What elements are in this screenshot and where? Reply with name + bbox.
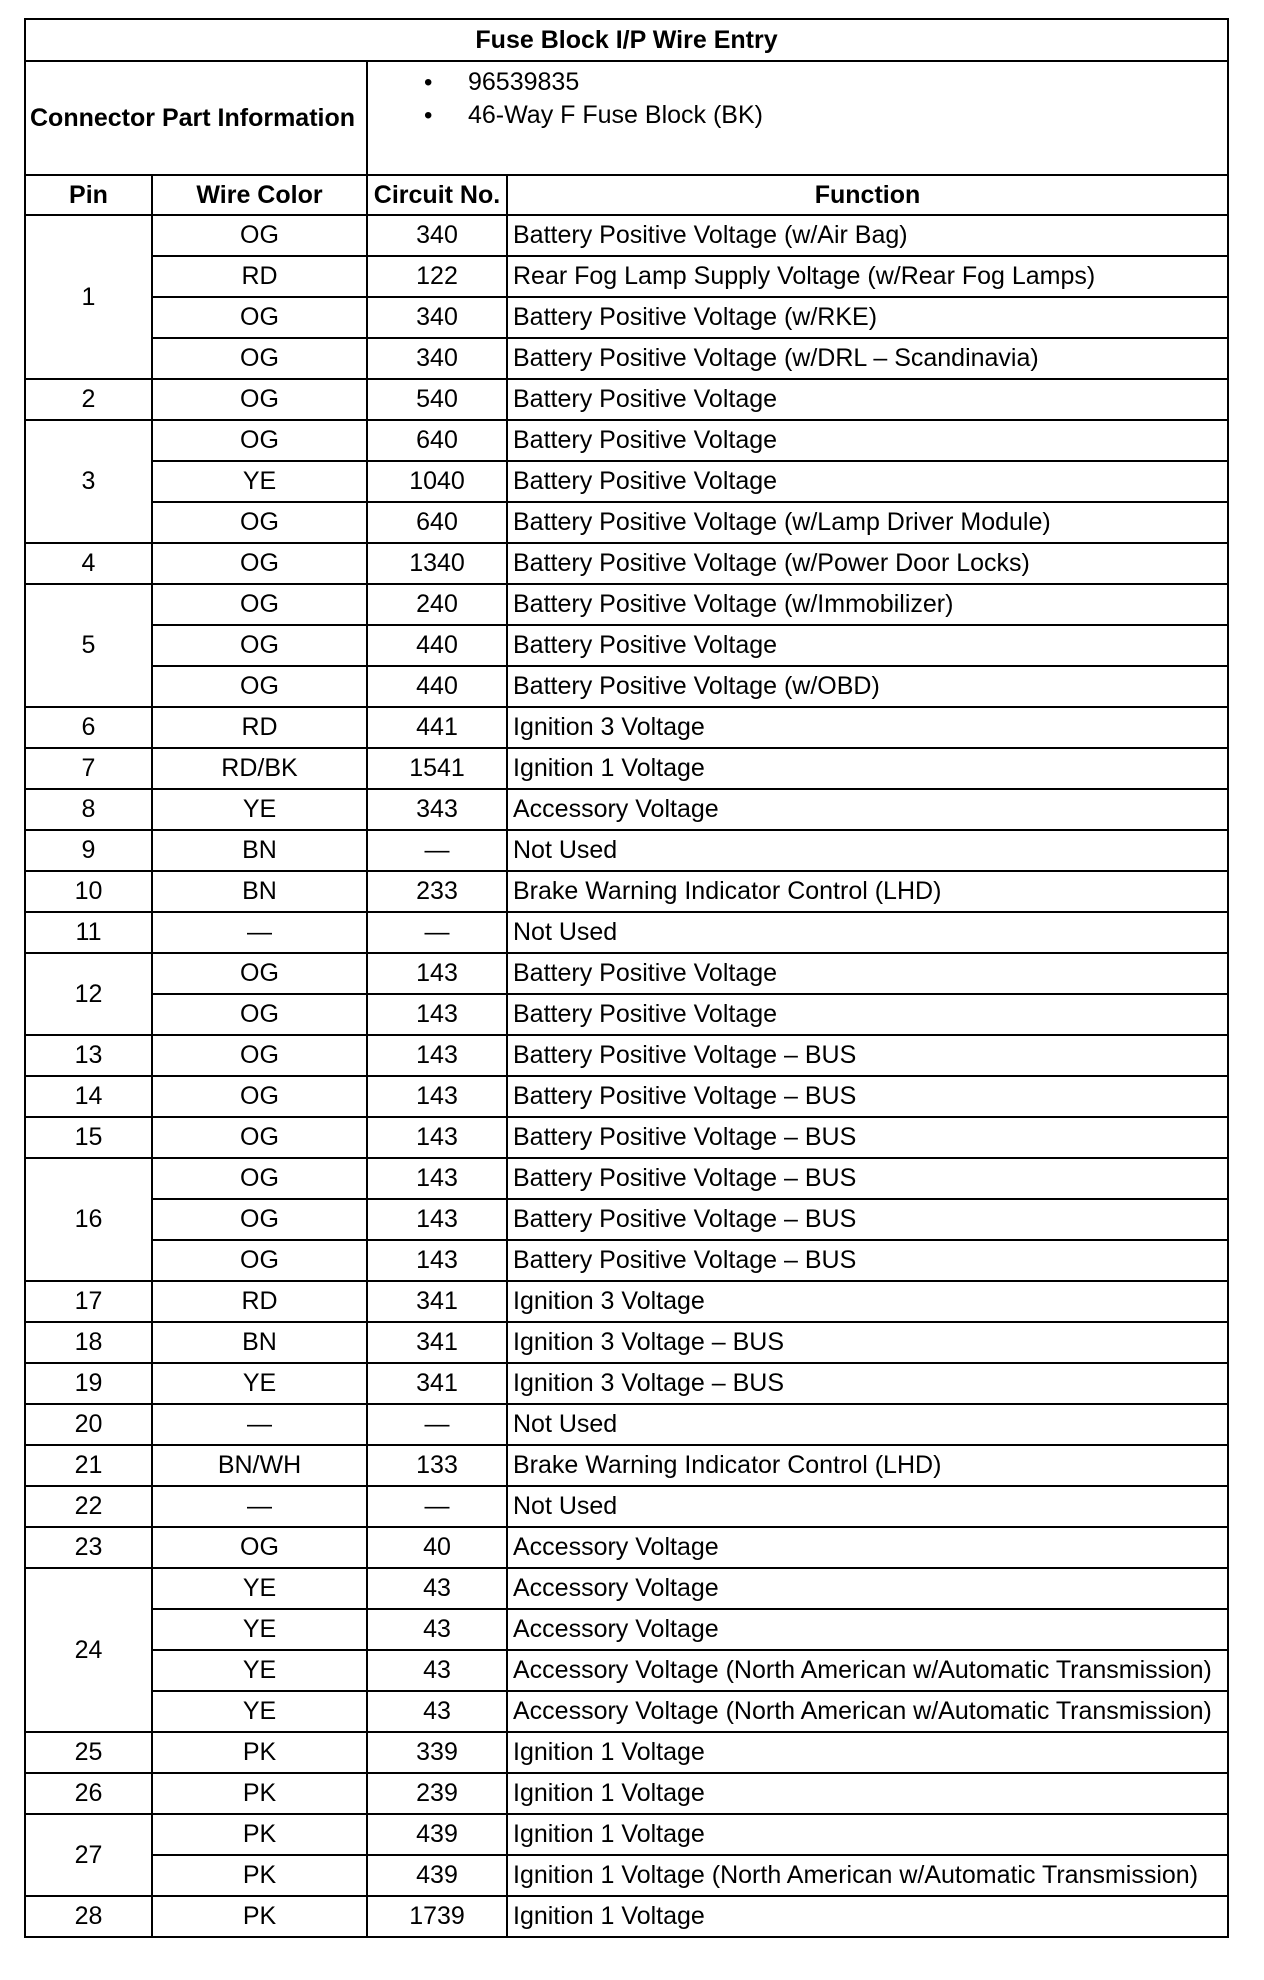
pin-number: 21 — [25, 1445, 152, 1486]
circuit-number: 43 — [367, 1650, 507, 1691]
pin-number: 5 — [25, 584, 152, 707]
wire-color: OG — [152, 625, 367, 666]
circuit-number: 143 — [367, 1240, 507, 1281]
circuit-number: 441 — [367, 707, 507, 748]
function-text: Accessory Voltage (North American w/Automatic Transmission) — [507, 1691, 1228, 1732]
table-row — [25, 1117, 1228, 1158]
circuit-number: 341 — [367, 1281, 507, 1322]
wire-color: RD — [152, 1281, 367, 1322]
pin-number: 11 — [25, 912, 152, 953]
function-text: Accessory Voltage — [507, 789, 1228, 830]
circuit-number: 1040 — [367, 461, 507, 502]
pin-number: 7 — [25, 748, 152, 789]
pin-number: 24 — [25, 1568, 152, 1732]
wire-color: OG — [152, 1035, 367, 1076]
circuit-number: 540 — [367, 379, 507, 420]
wire-color: YE — [152, 1691, 367, 1732]
circuit-number: 340 — [367, 297, 507, 338]
wire-color: BN — [152, 1322, 367, 1363]
function-text: Battery Positive Voltage – BUS — [507, 1158, 1228, 1199]
pin-number: 15 — [25, 1117, 152, 1158]
table-row — [25, 1076, 1228, 1117]
wire-color: OG — [152, 666, 367, 707]
circuit-number: 233 — [367, 871, 507, 912]
table-row — [25, 789, 1228, 830]
circuit-number: 143 — [367, 1158, 507, 1199]
function-text: Not Used — [507, 1486, 1228, 1527]
wire-color: OG — [152, 953, 367, 994]
function-text: Accessory Voltage (North American w/Automatic Transmission) — [507, 1650, 1228, 1691]
function-text: Not Used — [507, 912, 1228, 953]
pin-number: 9 — [25, 830, 152, 871]
table-row — [25, 830, 1228, 871]
pin-number: 17 — [25, 1281, 152, 1322]
table-row — [25, 461, 1228, 502]
table-row — [25, 1363, 1228, 1404]
table-row — [25, 379, 1228, 420]
table-row — [25, 1855, 1228, 1896]
table-row — [25, 1240, 1228, 1281]
circuit-number: 143 — [367, 1076, 507, 1117]
function-text: Battery Positive Voltage – BUS — [507, 1035, 1228, 1076]
function-text: Ignition 1 Voltage (North American w/Automatic Transmission) — [507, 1855, 1228, 1896]
function-text: Battery Positive Voltage — [507, 461, 1228, 502]
function-text: Battery Positive Voltage — [507, 625, 1228, 666]
circuit-number: 1541 — [367, 748, 507, 789]
table-row — [25, 1609, 1228, 1650]
function-text: Accessory Voltage — [507, 1527, 1228, 1568]
function-text: Ignition 1 Voltage — [507, 1773, 1228, 1814]
table-row — [25, 1691, 1228, 1732]
function-text: Ignition 3 Voltage – BUS — [507, 1322, 1228, 1363]
pin-number: 25 — [25, 1732, 152, 1773]
function-text: Ignition 3 Voltage – BUS — [507, 1363, 1228, 1404]
table-row — [25, 1773, 1228, 1814]
circuit-number: 341 — [367, 1363, 507, 1404]
wire-color: OG — [152, 215, 367, 256]
wire-color: OG — [152, 1240, 367, 1281]
table-title: Fuse Block I/P Wire Entry — [25, 19, 1228, 61]
circuit-number: 133 — [367, 1445, 507, 1486]
circuit-number: 143 — [367, 1035, 507, 1076]
table-row — [25, 420, 1228, 461]
function-text: Battery Positive Voltage – BUS — [507, 1117, 1228, 1158]
wire-color: YE — [152, 1609, 367, 1650]
wire-color: PK — [152, 1855, 367, 1896]
pin-number: 13 — [25, 1035, 152, 1076]
wire-color: PK — [152, 1773, 367, 1814]
table-row — [25, 912, 1228, 953]
circuit-number: 343 — [367, 789, 507, 830]
function-text: Ignition 1 Voltage — [507, 748, 1228, 789]
pin-number: 23 — [25, 1527, 152, 1568]
circuit-number: — — [367, 1486, 507, 1527]
pin-number: 28 — [25, 1896, 152, 1937]
circuit-number: 43 — [367, 1568, 507, 1609]
column-header-wire-color: Wire Color — [152, 175, 367, 215]
circuit-number: 440 — [367, 666, 507, 707]
wire-color: YE — [152, 461, 367, 502]
wire-color: YE — [152, 1363, 367, 1404]
column-header-row — [25, 175, 1228, 215]
circuit-number: 239 — [367, 1773, 507, 1814]
function-text: Not Used — [507, 1404, 1228, 1445]
table-row — [25, 625, 1228, 666]
circuit-number: 640 — [367, 420, 507, 461]
table-row — [25, 297, 1228, 338]
pin-number: 3 — [25, 420, 152, 543]
wire-color: OG — [152, 584, 367, 625]
wire-color: YE — [152, 1568, 367, 1609]
function-text: Battery Positive Voltage (w/OBD) — [507, 666, 1228, 707]
connector-info-row — [25, 61, 1228, 175]
function-text: Rear Fog Lamp Supply Voltage (w/Rear Fog Lamps) — [507, 256, 1228, 297]
table-row — [25, 666, 1228, 707]
table-row — [25, 1527, 1228, 1568]
table-row — [25, 1445, 1228, 1486]
wire-color: OG — [152, 338, 367, 379]
function-text: Ignition 1 Voltage — [507, 1896, 1228, 1937]
circuit-number: 1739 — [367, 1896, 507, 1937]
circuit-number: 341 — [367, 1322, 507, 1363]
connector-info-list — [367, 61, 1228, 175]
circuit-number: — — [367, 1404, 507, 1445]
table-row — [25, 338, 1228, 379]
column-header-circuit: Circuit No. — [367, 175, 507, 215]
circuit-number: 143 — [367, 1117, 507, 1158]
table-row — [25, 953, 1228, 994]
table-row — [25, 1281, 1228, 1322]
wire-color: OG — [152, 1199, 367, 1240]
circuit-number: 439 — [367, 1814, 507, 1855]
function-text: Battery Positive Voltage – BUS — [507, 1076, 1228, 1117]
pin-number: 12 — [25, 953, 152, 1035]
wire-color: OG — [152, 379, 367, 420]
pin-number: 16 — [25, 1158, 152, 1281]
table-row — [25, 1404, 1228, 1445]
pin-rows — [25, 215, 1228, 1937]
function-text: Battery Positive Voltage – BUS — [507, 1199, 1228, 1240]
circuit-number: — — [367, 830, 507, 871]
pin-number: 22 — [25, 1486, 152, 1527]
circuit-number: 143 — [367, 1199, 507, 1240]
pin-number: 4 — [25, 543, 152, 584]
wire-color: OG — [152, 420, 367, 461]
function-text: Battery Positive Voltage (w/Air Bag) — [507, 215, 1228, 256]
connector-description: • 46-Way F Fuse Block (BK) — [424, 99, 1227, 132]
table-row — [25, 994, 1228, 1035]
wire-color: — — [152, 1404, 367, 1445]
pin-number: 27 — [25, 1814, 152, 1896]
table-row — [25, 584, 1228, 625]
function-text: Battery Positive Voltage (w/Immobilizer) — [507, 584, 1228, 625]
wire-color: RD/BK — [152, 748, 367, 789]
table-row — [25, 1732, 1228, 1773]
circuit-number: 440 — [367, 625, 507, 666]
circuit-number: 340 — [367, 338, 507, 379]
wire-color: YE — [152, 1650, 367, 1691]
function-text: Not Used — [507, 830, 1228, 871]
function-text: Brake Warning Indicator Control (LHD) — [507, 871, 1228, 912]
function-text: Battery Positive Voltage — [507, 953, 1228, 994]
wire-color: RD — [152, 256, 367, 297]
pin-number: 8 — [25, 789, 152, 830]
table-row — [25, 1035, 1228, 1076]
function-text: Battery Positive Voltage (w/DRL – Scandinavia) — [507, 338, 1228, 379]
table-row — [25, 1814, 1228, 1855]
table-row — [25, 215, 1228, 256]
circuit-number: 439 — [367, 1855, 507, 1896]
wire-color: OG — [152, 1117, 367, 1158]
table-row — [25, 1486, 1228, 1527]
circuit-number: 640 — [367, 502, 507, 543]
function-text: Ignition 1 Voltage — [507, 1732, 1228, 1773]
function-text: Battery Positive Voltage (w/RKE) — [507, 297, 1228, 338]
table-row — [25, 707, 1228, 748]
circuit-number: 143 — [367, 953, 507, 994]
wire-color: OG — [152, 1158, 367, 1199]
wire-color: — — [152, 912, 367, 953]
pin-number: 18 — [25, 1322, 152, 1363]
wire-color: OG — [152, 297, 367, 338]
function-text: Battery Positive Voltage (w/Lamp Driver Module) — [507, 502, 1228, 543]
pin-number: 19 — [25, 1363, 152, 1404]
pin-number: 14 — [25, 1076, 152, 1117]
table-row — [25, 1158, 1228, 1199]
circuit-number: 43 — [367, 1691, 507, 1732]
title-row — [25, 19, 1228, 61]
wire-color: BN — [152, 871, 367, 912]
wire-color: OG — [152, 994, 367, 1035]
circuit-number: 240 — [367, 584, 507, 625]
circuit-number: 43 — [367, 1609, 507, 1650]
table-row — [25, 1650, 1228, 1691]
wire-color: OG — [152, 543, 367, 584]
wire-color: OG — [152, 1076, 367, 1117]
table-row — [25, 543, 1228, 584]
table-row — [25, 871, 1228, 912]
table-row — [25, 1896, 1228, 1937]
pin-number: 2 — [25, 379, 152, 420]
function-text: Battery Positive Voltage — [507, 379, 1228, 420]
circuit-number: — — [367, 912, 507, 953]
circuit-number: 40 — [367, 1527, 507, 1568]
wire-color: PK — [152, 1732, 367, 1773]
wire-color: OG — [152, 502, 367, 543]
pin-number: 20 — [25, 1404, 152, 1445]
function-text: Battery Positive Voltage – BUS — [507, 1240, 1228, 1281]
pin-number: 6 — [25, 707, 152, 748]
circuit-number: 1340 — [367, 543, 507, 584]
connector-info-label: Connector Part Information — [25, 61, 367, 175]
column-header-function: Function — [507, 175, 1228, 215]
circuit-number: 143 — [367, 994, 507, 1035]
table-row — [25, 1199, 1228, 1240]
wire-color: OG — [152, 1527, 367, 1568]
pin-number: 26 — [25, 1773, 152, 1814]
fuse-block-table — [24, 18, 1229, 1938]
wire-color: BN/WH — [152, 1445, 367, 1486]
wire-color: PK — [152, 1814, 367, 1855]
wire-color: — — [152, 1486, 367, 1527]
table-row — [25, 256, 1228, 297]
function-text: Ignition 1 Voltage — [507, 1814, 1228, 1855]
function-text: Battery Positive Voltage — [507, 994, 1228, 1035]
pin-number: 1 — [25, 215, 152, 379]
column-header-pin: Pin — [25, 175, 152, 215]
function-text: Battery Positive Voltage (w/Power Door Locks) — [507, 543, 1228, 584]
function-text: Ignition 3 Voltage — [507, 707, 1228, 748]
circuit-number: 122 — [367, 256, 507, 297]
function-text: Ignition 3 Voltage — [507, 1281, 1228, 1322]
pin-number: 10 — [25, 871, 152, 912]
connector-part-number: • 96539835 — [424, 66, 1227, 99]
function-text: Brake Warning Indicator Control (LHD) — [507, 1445, 1228, 1486]
table-row — [25, 1322, 1228, 1363]
function-text: Accessory Voltage — [507, 1609, 1228, 1650]
table-row — [25, 1568, 1228, 1609]
wire-color: RD — [152, 707, 367, 748]
wire-color: YE — [152, 789, 367, 830]
table-row — [25, 748, 1228, 789]
table-row — [25, 502, 1228, 543]
function-text: Accessory Voltage — [507, 1568, 1228, 1609]
circuit-number: 339 — [367, 1732, 507, 1773]
wire-color: PK — [152, 1896, 367, 1937]
circuit-number: 340 — [367, 215, 507, 256]
wire-color: BN — [152, 830, 367, 871]
function-text: Battery Positive Voltage — [507, 420, 1228, 461]
